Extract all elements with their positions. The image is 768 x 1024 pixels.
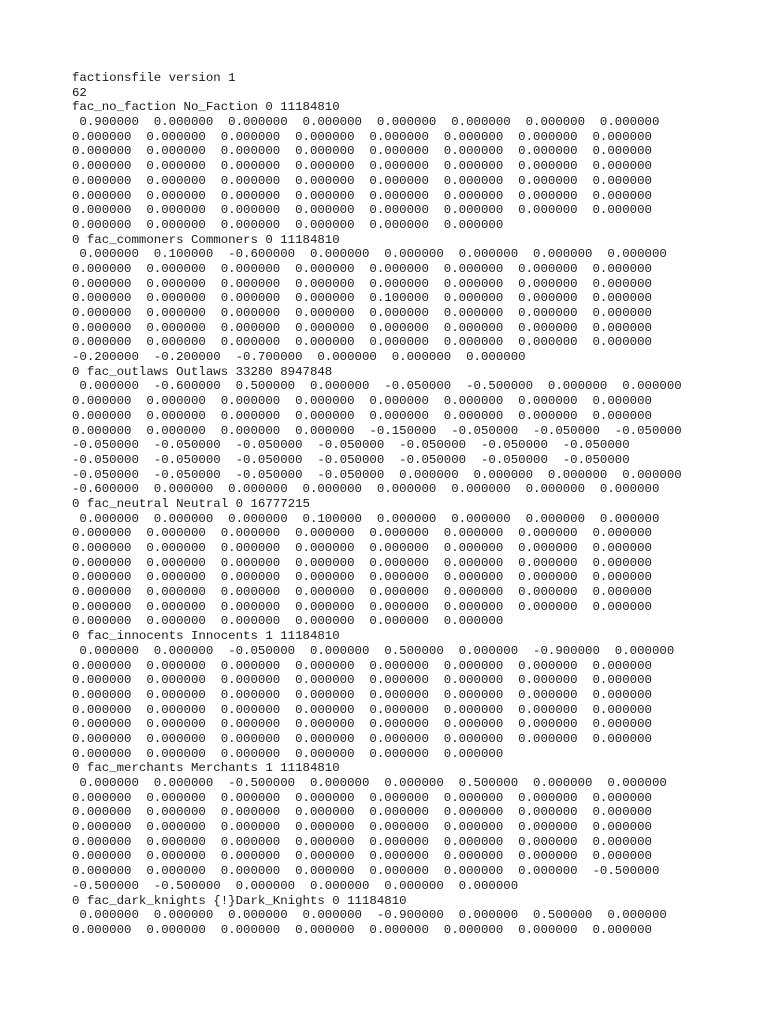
document-line: 62 — [72, 85, 87, 100]
document-line: 0.000000 0.000000 0.000000 0.000000 0.000000 0.000000 0.000000 0.000000 — [72, 820, 652, 835]
document-line: 0.000000 0.000000 0.000000 0.000000 0.000000 0.000000 0.000000 0.000000 — [72, 555, 652, 570]
document-line: 0.000000 0.000000 0.000000 0.000000 0.000000 0.000000 0.000000 0.000000 — [72, 541, 652, 555]
document-line: 0.000000 0.000000 0.000000 0.000000 0.000000 0.000000 — [72, 614, 504, 629]
document-line: 0 fac_innocents Innocents 1 11184810 — [72, 629, 340, 644]
document-line: 0 fac_commoners Commoners 0 11184810 — [72, 232, 340, 247]
document-line: 0.000000 0.000000 0.000000 0.000000 0.000000 0.000000 0.000000 0.000000 — [72, 805, 652, 820]
file-header-line: factionsfile version 1 — [72, 71, 236, 85]
document-line: 0 fac_merchants Merchants 1 11184810 — [72, 761, 340, 776]
document-line: 0.000000 0.000000 0.000000 0.000000 0.100000 0.000000 0.000000 0.000000 — [72, 291, 652, 306]
document-line: 0.000000 0.000000 0.000000 0.000000 0.000000 0.000000 0.000000 0.000000 — [72, 261, 652, 276]
document-line: 0.000000 0.000000 0.000000 0.000000 0.000000 0.000000 0.000000 0.000000 — [72, 702, 652, 717]
document-line: 0.000000 0.000000 0.000000 0.000000 0.000000 0.000000 — [72, 746, 504, 761]
document-line: 0.000000 -0.600000 0.500000 0.000000 -0.050000 -0.500000 0.000000 0.000000 — [72, 379, 682, 394]
document-line: 0.000000 0.000000 0.000000 0.000000 0.000000 0.000000 0.000000 0.000000 — [72, 731, 652, 746]
document-line: 0.000000 0.000000 0.000000 0.000000 0.000000 0.000000 0.000000 0.000000 — [72, 834, 652, 849]
document-line: 0.000000 0.000000 0.000000 0.000000 0.000000 0.000000 0.000000 0.000000 — [72, 408, 652, 423]
document-line: -0.600000 0.000000 0.000000 0.000000 0.000000 0.000000 0.000000 0.000000 — [72, 482, 660, 497]
document-text — [72, 71, 682, 938]
document-line: 0.000000 0.000000 0.000000 0.000000 0.000000 0.000000 0.000000 0.000000 — [72, 159, 652, 174]
document-line: 0.000000 0.100000 -0.600000 0.000000 0.000000 0.000000 0.000000 0.000000 — [72, 247, 667, 262]
document-line: -0.500000 -0.500000 0.000000 0.000000 0.000000 0.000000 — [72, 878, 519, 893]
document-line: 0 fac_dark_knights {!}Dark_Knights 0 11184810 — [72, 893, 407, 908]
document-line: 0.000000 0.000000 0.000000 0.000000 0.000000 0.000000 0.000000 0.000000 — [72, 320, 652, 335]
document-line: 0.000000 0.000000 0.000000 0.000000 0.000000 0.000000 0.000000 0.000000 — [72, 687, 652, 702]
document-line: 0.000000 0.000000 0.000000 0.000000 -0.150000 -0.050000 -0.050000 -0.050000 — [72, 423, 682, 438]
document-line: 0.000000 0.000000 0.000000 0.100000 0.000000 0.000000 0.000000 0.000000 — [72, 511, 660, 526]
document-line: -0.200000 -0.200000 -0.700000 0.000000 0.000000 0.000000 — [72, 350, 526, 365]
document-line: 0.000000 0.000000 0.000000 0.000000 0.000000 0.000000 0.000000 0.000000 — [72, 599, 652, 614]
document-line: 0.000000 0.000000 0.000000 0.000000 0.000000 0.000000 0.000000 0.000000 — [72, 394, 652, 409]
document-line: 0.900000 0.000000 0.000000 0.000000 0.000000 0.000000 0.000000 0.000000 — [72, 115, 660, 130]
document-line: 0.000000 0.000000 -0.500000 0.000000 0.000000 0.500000 0.000000 0.000000 — [72, 776, 667, 790]
document-line: 0.000000 0.000000 0.000000 0.000000 0.000000 0.000000 0.000000 0.000000 — [72, 717, 652, 732]
document-line: -0.050000 -0.050000 -0.050000 -0.050000 -0.050000 -0.050000 -0.050000 — [72, 438, 630, 453]
document-line: 0.000000 0.000000 0.000000 0.000000 0.000000 0.000000 0.000000 0.000000 — [72, 306, 652, 320]
document-line: 0.000000 0.000000 0.000000 0.000000 0.000000 0.000000 0.000000 0.000000 — [72, 849, 652, 864]
document-line: 0.000000 0.000000 0.000000 0.000000 0.000000 0.000000 0.000000 0.000000 — [72, 188, 652, 203]
document-line: 0.000000 0.000000 0.000000 0.000000 0.000000 0.000000 0.000000 0.000000 — [72, 526, 652, 541]
document-line: 0.000000 0.000000 0.000000 0.000000 0.000000 0.000000 0.000000 0.000000 — [72, 570, 652, 585]
document-line: 0.000000 0.000000 0.000000 0.000000 0.000000 0.000000 0.000000 -0.500000 — [72, 864, 660, 879]
document-line: 0.000000 0.000000 0.000000 0.000000 0.000000 0.000000 0.000000 0.000000 — [72, 129, 652, 144]
document-line: 0.000000 0.000000 0.000000 0.000000 0.000000 0.000000 0.000000 0.000000 — [72, 658, 652, 673]
document-line: 0 fac_neutral Neutral 0 16777215 — [72, 496, 310, 511]
document-line: 0.000000 0.000000 0.000000 0.000000 0.000000 0.000000 0.000000 0.000000 — [72, 203, 652, 218]
document-line: 0 fac_outlaws Outlaws 33280 8947848 — [72, 364, 333, 379]
document-line: 0.000000 0.000000 0.000000 0.000000 0.000000 0.000000 0.000000 0.000000 — [72, 144, 652, 159]
document-line: 0.000000 0.000000 0.000000 0.000000 0.000000 0.000000 0.000000 0.000000 — [72, 790, 652, 805]
document-line: 0.000000 0.000000 0.000000 0.000000 0.000000 0.000000 — [72, 217, 504, 232]
document-line: 0.000000 0.000000 0.000000 0.000000 0.000000 0.000000 0.000000 0.000000 — [72, 276, 652, 291]
document-line: 0.000000 0.000000 0.000000 0.000000 -0.900000 0.000000 0.500000 0.000000 — [72, 908, 667, 923]
document-line: -0.050000 -0.050000 -0.050000 -0.050000 0.000000 0.000000 0.000000 0.000000 — [72, 467, 682, 482]
document-line: 0.000000 0.000000 0.000000 0.000000 0.000000 0.000000 0.000000 0.000000 — [72, 673, 652, 688]
document-line: 0.000000 0.000000 0.000000 0.000000 0.000000 0.000000 0.000000 0.000000 — [72, 335, 652, 350]
document-line: 0.000000 0.000000 0.000000 0.000000 0.000000 0.000000 0.000000 0.000000 — [72, 173, 652, 188]
document-line: 0.000000 0.000000 0.000000 0.000000 0.000000 0.000000 0.000000 0.000000 — [72, 922, 652, 937]
document-line: 0.000000 0.000000 0.000000 0.000000 0.000000 0.000000 0.000000 0.000000 — [72, 585, 652, 600]
document-line: fac_no_faction No_Faction 0 11184810 — [72, 100, 340, 115]
document-line: 0.000000 0.000000 -0.050000 0.000000 0.500000 0.000000 -0.900000 0.000000 — [72, 643, 675, 658]
document-line: -0.050000 -0.050000 -0.050000 -0.050000 -0.050000 -0.050000 -0.050000 — [72, 452, 630, 467]
